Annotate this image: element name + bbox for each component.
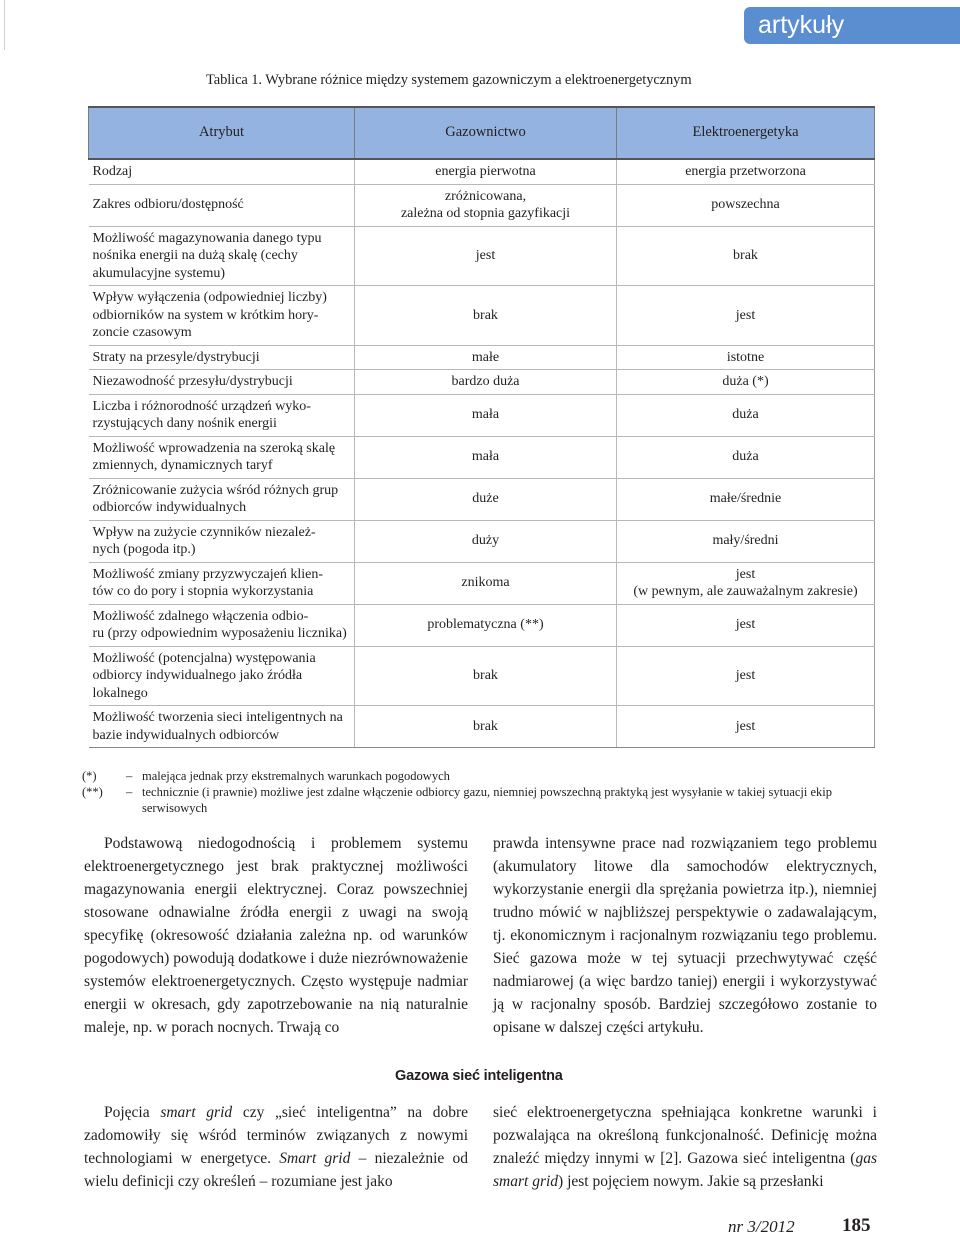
table-row: [89, 520, 875, 562]
gas-cell: brak: [355, 286, 617, 346]
table-row: [89, 226, 875, 286]
electricity-cell: energia przetworzona: [617, 159, 875, 184]
table-row: [89, 345, 875, 370]
body-paragraph: prawda intensywne prace nad rozwiązaniem tego problemu (akumulatory litowe dla samochodów elektrycznych, wykorzystanie energii dla sprężania powietrza itp.), niemniej trudno mówić w najbliższej perspektywie o zadawalającym, tj. ekonomicznym i racjonalnym rozwiązaniu tego problemu. Sieć gazowa może w tej sytuacji przechwytywać część nadmiarowej (a więc bardzo taniej) energii i wykorzystywać ją w racjonalny sposób. Bardziej szczegółowo zostanie to opisane w dalszej części artykułu.: [493, 835, 877, 1036]
body-paragraph: Podstawową niedogodnością i problemem systemu elektroenergetycznego jest brak praktycznej możliwości magazynowania energii elektrycznej. Coraz powszechniej stosowane odnawialne źródła energii z uwagi na swoją specyfikę (okresowość działania zależna np. od warunków pogodowych) powodują dodatkowe i duże niezrównoważenie systemów elektroenergetycznych. Często występuje nadmiar energii w okresach, gdy zapotrzebowanie na nią naturalnie maleje, np. w porach nocnych. Trwają co: [84, 835, 468, 1036]
header-cell: Atrybut: [89, 107, 355, 159]
page-edge-rule: [0, 0, 5, 50]
gas-cell: jest: [355, 226, 617, 286]
issue-number: nr 3/2012: [728, 1217, 795, 1236]
table-note: [82, 768, 882, 784]
gas-cell: bardzo duża: [355, 370, 617, 395]
table-row: [89, 706, 875, 748]
table-header: [89, 107, 875, 159]
italic-term: gas smart grid: [493, 1150, 877, 1190]
table-row: [89, 562, 875, 604]
attribute-cell: Możliwość zdalnego włączenia odbio- ru (przy odpowiednim wyposażeniu licznika): [89, 604, 355, 646]
gas-cell: brak: [355, 706, 617, 748]
table-note: [82, 784, 882, 816]
note-text: malejąca jednak przy ekstremalnych warunkach pogodowych: [142, 769, 450, 783]
note-dash: –: [126, 769, 133, 783]
table-row: [89, 159, 875, 184]
attribute-cell: Zróżnicowanie zużycia wśród różnych grup odbiorców indywidualnych: [89, 478, 355, 520]
attribute-cell: Możliwość magazynowania danego typu nośnika energii na dużą skalę (cechy akumulacyjne systemu): [89, 226, 355, 286]
italic-term: smart grid: [160, 1104, 233, 1121]
table-notes: [82, 768, 882, 816]
electricity-cell: duża: [617, 394, 875, 436]
text-run: – niezależnie od wielu definicji czy określeń – rozumiane jest jako: [84, 1150, 469, 1190]
note-dash: –: [126, 785, 133, 799]
gas-cell: małe: [355, 345, 617, 370]
electricity-cell: duża (*): [617, 370, 875, 395]
electricity-cell: jest: [617, 706, 875, 748]
attribute-cell: Wpływ na zużycie czynników niezależ- nych (pogoda itp.): [89, 520, 355, 562]
electricity-cell: brak: [617, 226, 875, 286]
comparison-table: [88, 106, 875, 748]
attribute-cell: Niezawodność przesyłu/dystrybucji: [89, 370, 355, 395]
electricity-cell: powszechna: [617, 184, 875, 226]
gas-cell: znikoma: [355, 562, 617, 604]
section-tag: artykuły: [744, 7, 960, 44]
electricity-cell: jest (w pewnym, ale zauważalnym zakresie): [617, 562, 875, 604]
text-run: czy „sieć inteligentna” na dobre zadomowiły się wśród terminów związanych z nowymi technologiami w energetyce.: [84, 1104, 469, 1167]
text-run: sieć elektroenergetyczna spełniająca konkretne warunki i pozwalająca na określoną funkcjonalność. Definicję można znaleźć między innymi w [2]. Gazowa sieć inteligentna (: [493, 1104, 877, 1167]
electricity-cell: mały/średni: [617, 520, 875, 562]
attribute-cell: Możliwość (potencjalna) występowania odbiorcy indywidualnego jako źródła lokalnego: [89, 646, 355, 706]
header-cell: Gazownictwo: [355, 107, 617, 159]
gas-cell: problematyczna (**): [355, 604, 617, 646]
table-row: [89, 370, 875, 395]
attribute-cell: Liczba i różnorodność urządzeń wyko- rzystujących dany nośnik energii: [89, 394, 355, 436]
attribute-cell: Możliwość zmiany przyzwyczajeń klien- tów co do pory i stopnia wykorzystania: [89, 562, 355, 604]
table-row: [89, 604, 875, 646]
text-run: Pojęcia: [104, 1104, 161, 1121]
attribute-cell: Wpływ wyłączenia (odpowiedniej liczby) odbiorników na system w krótkim hory- zoncie czasowym: [89, 286, 355, 346]
gas-cell: brak: [355, 646, 617, 706]
attribute-cell: Zakres odbioru/dostępność: [89, 184, 355, 226]
table-caption: Tablica 1. Wybrane różnice między systemem gazowniczym a elektroenergetycznym: [206, 72, 692, 88]
electricity-cell: jest: [617, 286, 875, 346]
electricity-cell: istotne: [617, 345, 875, 370]
attribute-cell: Rodzaj: [89, 159, 355, 184]
electricity-cell: duża: [617, 436, 875, 478]
table-body: [89, 159, 875, 748]
note-mark: (*): [82, 769, 97, 783]
table-row: [89, 394, 875, 436]
attribute-cell: Straty na przesyle/dystrybucji: [89, 345, 355, 370]
electricity-cell: jest: [617, 604, 875, 646]
table-row: [89, 184, 875, 226]
body-paragraph: [84, 1101, 468, 1193]
attribute-cell: Możliwość tworzenia sieci inteligentnych na bazie indywidualnych odbiorców: [89, 706, 355, 748]
electricity-cell: jest: [617, 646, 875, 706]
note-text: technicznie (i prawnie) możliwe jest zdalne włączenie odbiorcy gazu, niemniej powszechną praktyką jest wysyłanie w takiej sytuacji ekip serwisowych: [142, 785, 833, 815]
gas-cell: mała: [355, 436, 617, 478]
gas-cell: mała: [355, 394, 617, 436]
italic-term: Smart grid: [279, 1150, 351, 1167]
gas-cell: zróżnicowana, zależna od stopnia gazyfikacji: [355, 184, 617, 226]
note-mark: (**): [82, 785, 103, 799]
table-row: [89, 478, 875, 520]
body-paragraph: [493, 1101, 877, 1193]
text-run: ) jest pojęciem nowym. Jakie są przesłanki: [558, 1173, 824, 1190]
gas-cell: duży: [355, 520, 617, 562]
section-subheading: Gazowa sieć inteligentna: [395, 1068, 563, 1084]
gas-cell: energia pierwotna: [355, 159, 617, 184]
table-row: [89, 436, 875, 478]
page-number: 185: [842, 1215, 871, 1236]
table-row: [89, 646, 875, 706]
electricity-cell: małe/średnie: [617, 478, 875, 520]
gas-cell: duże: [355, 478, 617, 520]
header-cell: Elektroenergetyka: [617, 107, 875, 159]
table-row: [89, 286, 875, 346]
attribute-cell: Możliwość wprowadzenia na szeroką skalę zmiennych, dynamicznych taryf: [89, 436, 355, 478]
